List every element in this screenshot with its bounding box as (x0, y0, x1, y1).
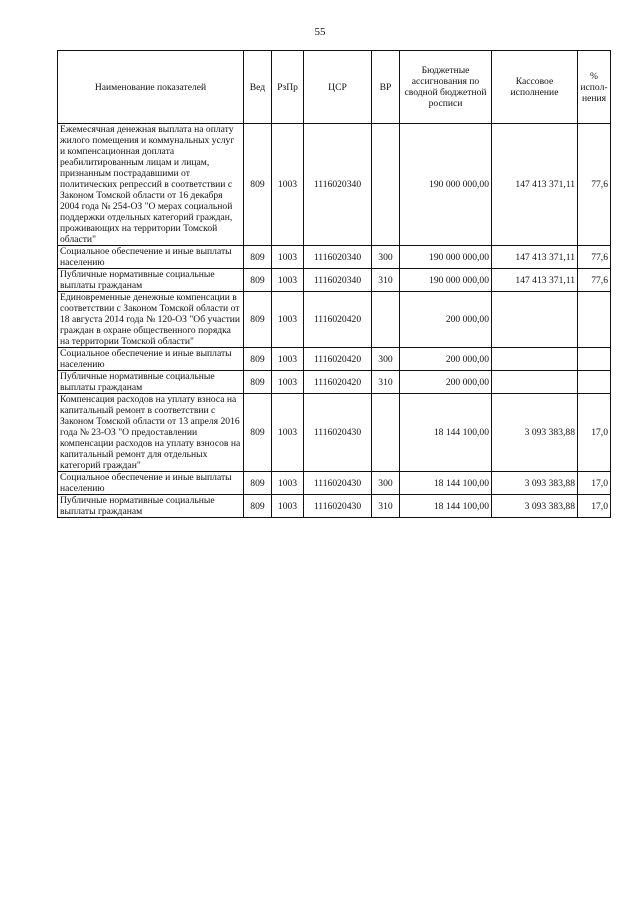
row-pct: 77,6 (578, 246, 611, 269)
row-ved: 809 (244, 495, 272, 518)
row-rzpr: 1003 (272, 495, 304, 518)
header-vr: ВР (372, 51, 400, 124)
row-ved: 809 (244, 394, 272, 472)
row-budget: 190 000 000,00 (400, 124, 492, 246)
row-pct: 17,0 (578, 472, 611, 495)
table-row (58, 394, 611, 472)
row-cash: 3 093 383,88 (492, 495, 578, 518)
row-csr: 1116020430 (304, 472, 372, 495)
row-budget: 18 144 100,00 (400, 495, 492, 518)
row-pct: 17,0 (578, 495, 611, 518)
row-csr: 1116020340 (304, 124, 372, 246)
row-csr: 1116020340 (304, 246, 372, 269)
row-csr: 1116020430 (304, 495, 372, 518)
row-rzpr: 1003 (272, 371, 304, 394)
row-vr: 310 (372, 495, 400, 518)
row-vr: 310 (372, 371, 400, 394)
row-budget: 190 000 000,00 (400, 269, 492, 292)
row-rzpr: 1003 (272, 394, 304, 472)
row-name: Социальное обеспечение и иные выплаты населению (58, 246, 244, 269)
row-cash: 147 413 371,11 (492, 124, 578, 246)
table-row (58, 292, 611, 348)
row-name: Публичные нормативные социальные выплаты гражданам (58, 371, 244, 394)
row-name: Публичные нормативные социальные выплаты гражданам (58, 495, 244, 518)
row-cash (492, 371, 578, 394)
row-cash: 147 413 371,11 (492, 269, 578, 292)
page-number: 55 (314, 26, 326, 38)
row-vr: 300 (372, 246, 400, 269)
row-pct (578, 292, 611, 348)
row-rzpr: 1003 (272, 124, 304, 246)
row-csr: 1116020340 (304, 269, 372, 292)
header-budget: Бюджетные ассигнования по сводной бюджетной росписи (400, 51, 492, 124)
table-row (58, 246, 611, 269)
table-row (58, 472, 611, 495)
row-cash (492, 292, 578, 348)
row-ved: 809 (244, 269, 272, 292)
row-csr: 1116020420 (304, 371, 372, 394)
row-rzpr: 1003 (272, 292, 304, 348)
row-cash: 147 413 371,11 (492, 246, 578, 269)
row-budget: 200 000,00 (400, 292, 492, 348)
table-row (58, 348, 611, 371)
row-rzpr: 1003 (272, 246, 304, 269)
row-ved: 809 (244, 292, 272, 348)
row-ved: 809 (244, 348, 272, 371)
table-row (58, 124, 611, 246)
row-cash: 3 093 383,88 (492, 472, 578, 495)
header-csr: ЦСР (304, 51, 372, 124)
header-name: Наименование показателей (58, 51, 244, 124)
row-name: Социальное обеспечение и иные выплаты населению (58, 348, 244, 371)
row-name: Публичные нормативные социальные выплаты гражданам (58, 269, 244, 292)
row-budget: 18 144 100,00 (400, 472, 492, 495)
row-ved: 809 (244, 246, 272, 269)
row-budget: 190 000 000,00 (400, 246, 492, 269)
row-vr: 310 (372, 269, 400, 292)
row-cash (492, 348, 578, 371)
row-rzpr: 1003 (272, 269, 304, 292)
row-budget: 200 000,00 (400, 348, 492, 371)
row-pct: 17,0 (578, 394, 611, 472)
row-name: Социальное обеспечение и иные выплаты населению (58, 472, 244, 495)
header-pct: % испол-нения (578, 51, 611, 124)
table-row (58, 495, 611, 518)
row-name: Единовременные денежные компенсации в соответствии с Законом Томской области от 18 августа 2014 года № 120-ОЗ "Об участии граждан в охране общественного порядка на территории Томской области" (58, 292, 244, 348)
row-rzpr: 1003 (272, 472, 304, 495)
budget-execution-table (57, 50, 611, 518)
header-cash: Кассовое исполнение (492, 51, 578, 124)
table-row (58, 269, 611, 292)
row-pct (578, 371, 611, 394)
header-rzpr: РзПр (272, 51, 304, 124)
row-vr (372, 394, 400, 472)
row-ved: 809 (244, 472, 272, 495)
row-ved: 809 (244, 371, 272, 394)
row-vr: 300 (372, 472, 400, 495)
row-csr: 1116020420 (304, 292, 372, 348)
header-ved: Вед (244, 51, 272, 124)
row-budget: 18 144 100,00 (400, 394, 492, 472)
row-pct: 77,6 (578, 124, 611, 246)
row-csr: 1116020430 (304, 394, 372, 472)
row-vr (372, 124, 400, 246)
table-row (58, 371, 611, 394)
row-budget: 200 000,00 (400, 371, 492, 394)
row-rzpr: 1003 (272, 348, 304, 371)
row-vr (372, 292, 400, 348)
table-header-row (58, 51, 611, 124)
row-pct (578, 348, 611, 371)
row-pct: 77,6 (578, 269, 611, 292)
row-vr: 300 (372, 348, 400, 371)
row-name: Ежемесячная денежная выплата на оплату жилого помещения и коммунальных услуг и компенсационная доплата реабилитированным лицам и лицам, признанным пострадавшими от политических репрессий в соответствии с Законом Томской области от 16 декабря 2004 года № 254-ОЗ "О мерах социальной поддержки отдельных категорий граждан, проживающих на территории Томской области" (58, 124, 244, 246)
row-csr: 1116020420 (304, 348, 372, 371)
row-name: Компенсация расходов на уплату взноса на капитальный ремонт в соответствии с Законом Томской области от 13 апреля 2016 года № 23-ОЗ "О предоставлении компенсации расходов на уплату взносов на капитальный ремонт для отдельных категорий граждан" (58, 394, 244, 472)
row-ved: 809 (244, 124, 272, 246)
row-cash: 3 093 383,88 (492, 394, 578, 472)
